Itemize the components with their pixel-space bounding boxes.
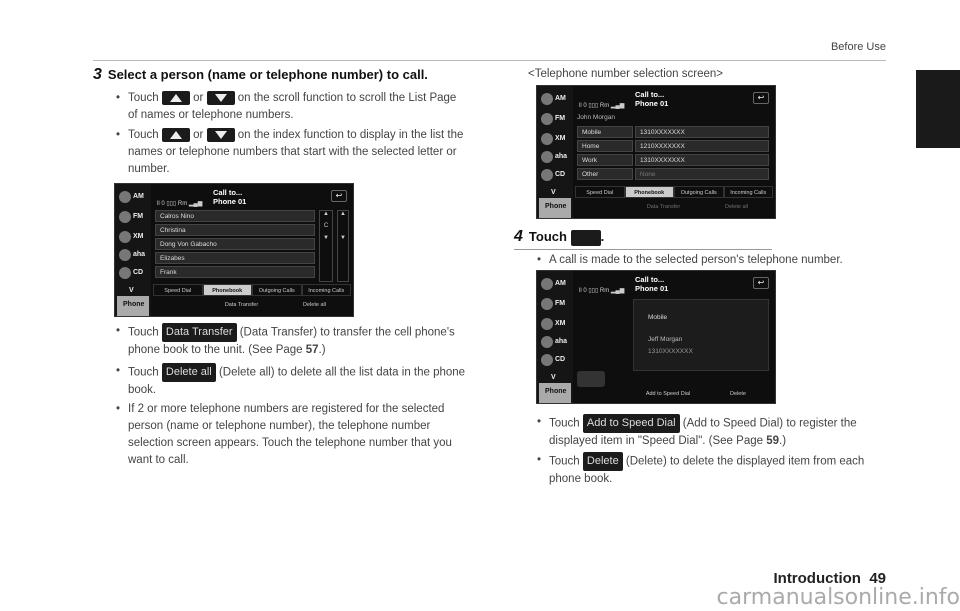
delete-button[interactable]: Delete	[730, 391, 746, 397]
text: Touch	[549, 417, 583, 430]
more-button[interactable]: V	[551, 374, 556, 381]
delete-all-button[interactable]: Delete all	[725, 204, 748, 210]
page-ref: 59	[766, 435, 779, 447]
delete-all-label: Delete all	[162, 363, 216, 382]
step-number: 3	[93, 66, 102, 83]
screen-caption: <Telephone number selection screen>	[528, 68, 723, 80]
screen-title: Call to... Phone 01	[213, 188, 247, 206]
tab-outgoing[interactable]: Outgoing Calls	[252, 284, 302, 296]
index-bar[interactable]: ▲ C ▼	[319, 210, 333, 282]
phone-number: 1310XXXXXXX	[648, 348, 693, 355]
list-item[interactable]: Christina	[155, 224, 315, 236]
detail-panel	[633, 299, 769, 371]
list-item[interactable]: Elizabes	[155, 252, 315, 264]
screen-footer	[205, 300, 351, 311]
back-button[interactable]: ↩	[331, 190, 347, 202]
phone-button[interactable]: Phone	[539, 198, 571, 219]
source-sidebar	[537, 86, 573, 218]
text: .)	[779, 435, 787, 447]
text: Touch	[128, 92, 162, 104]
page-ref: 57	[305, 344, 319, 356]
aha-icon	[119, 249, 131, 261]
aha-button[interactable]: aha	[117, 246, 149, 268]
index-letter: C	[323, 223, 329, 229]
text: .	[600, 229, 605, 244]
text: on the scroll function to scroll the List Page of names or telephone numbers.	[128, 92, 457, 121]
footer-section: Introduction	[773, 570, 861, 587]
bullet-index	[128, 127, 468, 178]
xm-button[interactable]: XM	[539, 130, 571, 152]
fm-icon	[541, 113, 553, 125]
number-type: Other	[577, 168, 633, 180]
number-selection-screen	[536, 85, 776, 219]
text: or	[189, 92, 207, 104]
header-rule	[93, 60, 886, 61]
data-transfer-button[interactable]: Data Transfer	[224, 302, 259, 308]
tab-phonebook[interactable]: Phonebook	[625, 186, 675, 198]
screen-header	[153, 186, 351, 210]
bullet-add-speed-dial	[549, 414, 889, 450]
list-item[interactable]: Dong Von Gabacho	[155, 238, 315, 250]
text: Touch	[128, 129, 162, 141]
cd-button[interactable]: CD	[539, 166, 571, 188]
xm-icon	[119, 231, 131, 243]
source-sidebar	[115, 184, 151, 316]
back-button[interactable]: ↩	[753, 92, 769, 104]
tab-incoming[interactable]: Incoming Calls	[302, 284, 352, 296]
more-button[interactable]: V	[129, 287, 134, 294]
step-title: Touch	[528, 229, 567, 244]
tab-speed-dial[interactable]: Speed Dial	[153, 284, 203, 296]
am-icon	[541, 278, 553, 290]
am-button[interactable]: AM	[117, 188, 149, 210]
tab-outgoing[interactable]: Outgoing Calls	[674, 186, 724, 198]
text: (Add to Speed Dial) to register the displayed item in "Speed Dial". (See Page	[549, 417, 857, 447]
bullet-multiple-numbers: • If 2 or more telephone numbers are registered for the selected person (name or telephone number), the telephone number selection screen appears. Touch the telephone number that you want to call.	[128, 401, 468, 469]
number-type: Home	[577, 140, 633, 152]
tab-incoming[interactable]: Incoming Calls	[724, 186, 774, 198]
scrollbar[interactable]: ▲ ▼	[337, 210, 349, 282]
contact-name: Jeff Morgan	[648, 336, 683, 343]
bullet-call: • A call is made to the selected person's telephone number.	[549, 252, 889, 269]
am-icon	[119, 191, 131, 203]
phone-button[interactable]: Phone	[539, 383, 571, 404]
phone-handset-icon	[571, 230, 601, 246]
fm-icon	[119, 211, 131, 223]
down-arrow-icon	[207, 91, 235, 105]
number-row[interactable]: 1310XXXXXXX	[635, 154, 769, 166]
data-transfer-button[interactable]: Data Transfer	[646, 204, 681, 210]
delete-all-button[interactable]: Delete all	[303, 302, 326, 308]
source-sidebar	[537, 271, 573, 403]
cd-button[interactable]: CD	[539, 351, 571, 373]
bullet-scroll	[128, 90, 468, 124]
screen-footer	[633, 389, 773, 400]
am-button[interactable]: AM	[539, 275, 571, 297]
fm-button[interactable]: FM	[539, 295, 571, 317]
text: (Data Transfer) to transfer the cell phone's phone book to the unit. (See Page	[128, 326, 455, 356]
am-button[interactable]: AM	[539, 90, 571, 112]
xm-icon	[541, 133, 553, 145]
xm-icon	[541, 318, 553, 330]
number-type: Mobile	[577, 126, 633, 138]
add-to-speed-dial-button[interactable]: Add to Speed Dial	[645, 391, 691, 397]
number-type: Work	[577, 154, 633, 166]
status-icons: ll 0 ▯▯▯ Rm ▂▄▆	[157, 201, 203, 207]
text: or	[189, 129, 207, 141]
list-item[interactable]: Frank	[155, 266, 315, 278]
screen-footer	[627, 202, 773, 213]
text: on the index function to display in the list the names or telephone numbers that start with the selected letter or number.	[128, 129, 464, 175]
aha-icon	[541, 336, 553, 348]
status-icons: ll 0 ▯▯▯ Rm ▂▄▆	[579, 288, 625, 294]
delete-label: Delete	[583, 452, 623, 471]
screen-header	[575, 88, 773, 112]
number-row[interactable]: 1310XXXXXXX	[635, 126, 769, 138]
step-4-heading	[514, 228, 772, 250]
text: Touch	[128, 366, 162, 379]
fm-button[interactable]: FM	[539, 110, 571, 132]
cd-button[interactable]: CD	[117, 264, 149, 286]
phone-tabs	[575, 186, 773, 198]
page-number: 49	[869, 570, 886, 587]
bullet-data-transfer	[128, 323, 468, 359]
text: Touch	[128, 326, 162, 339]
screen-header	[575, 273, 773, 297]
text: (Delete all) to delete all the list data in the phone book.	[128, 366, 466, 396]
am-icon	[541, 93, 553, 105]
contact-name: John Morgan	[577, 114, 615, 121]
step-number: 4	[514, 228, 523, 245]
up-arrow-icon	[162, 128, 190, 142]
text: (Delete) to delete the displayed item from each phone book.	[549, 455, 865, 485]
step-title: Select a person (name or telephone number) to call.	[107, 67, 428, 82]
tab-phonebook[interactable]: Phonebook	[203, 284, 253, 296]
bullet-delete	[549, 452, 889, 488]
status-icons: ll 0 ▯▯▯ Rm ▂▄▆	[579, 103, 625, 109]
screen-title: Call to... Phone 01	[635, 275, 669, 293]
aha-button[interactable]: aha	[539, 333, 571, 355]
up-arrow-icon	[162, 91, 190, 105]
cd-icon	[541, 169, 553, 181]
step-3-heading	[93, 66, 428, 84]
phone-button[interactable]: Phone	[117, 296, 149, 317]
chapter-tab	[916, 70, 960, 148]
phone-tabs	[153, 284, 351, 296]
bullet-delete-all	[128, 363, 468, 399]
call-detail-screen	[536, 270, 776, 404]
mobile-label: Mobile	[648, 314, 668, 321]
xm-button[interactable]: XM	[117, 228, 149, 250]
fm-icon	[541, 298, 553, 310]
section-header: Before Use	[830, 41, 886, 53]
screen-title: Call to... Phone 01	[635, 90, 669, 108]
cd-icon	[541, 354, 553, 366]
cd-icon	[119, 267, 131, 279]
phonebook-screen	[114, 183, 354, 317]
fm-button[interactable]: FM	[117, 208, 149, 230]
number-row[interactable]: None	[635, 168, 769, 180]
text: .)	[318, 344, 326, 356]
text: Touch	[549, 455, 583, 468]
watermark: carmanualsonline.info	[716, 585, 960, 610]
data-transfer-label: Data Transfer	[162, 323, 237, 342]
aha-button[interactable]: aha	[539, 148, 571, 170]
list-item[interactable]: Calros Nino	[155, 210, 315, 222]
down-arrow-icon	[207, 128, 235, 142]
xm-button[interactable]: XM	[539, 315, 571, 337]
number-row[interactable]: 1210XXXXXXX	[635, 140, 769, 152]
call-button[interactable]	[577, 371, 605, 387]
back-button[interactable]: ↩	[753, 277, 769, 289]
more-button[interactable]: V	[551, 189, 556, 196]
aha-icon	[541, 151, 553, 163]
add-to-speed-dial-label: Add to Speed Dial	[583, 414, 680, 433]
tab-speed-dial[interactable]: Speed Dial	[575, 186, 625, 198]
